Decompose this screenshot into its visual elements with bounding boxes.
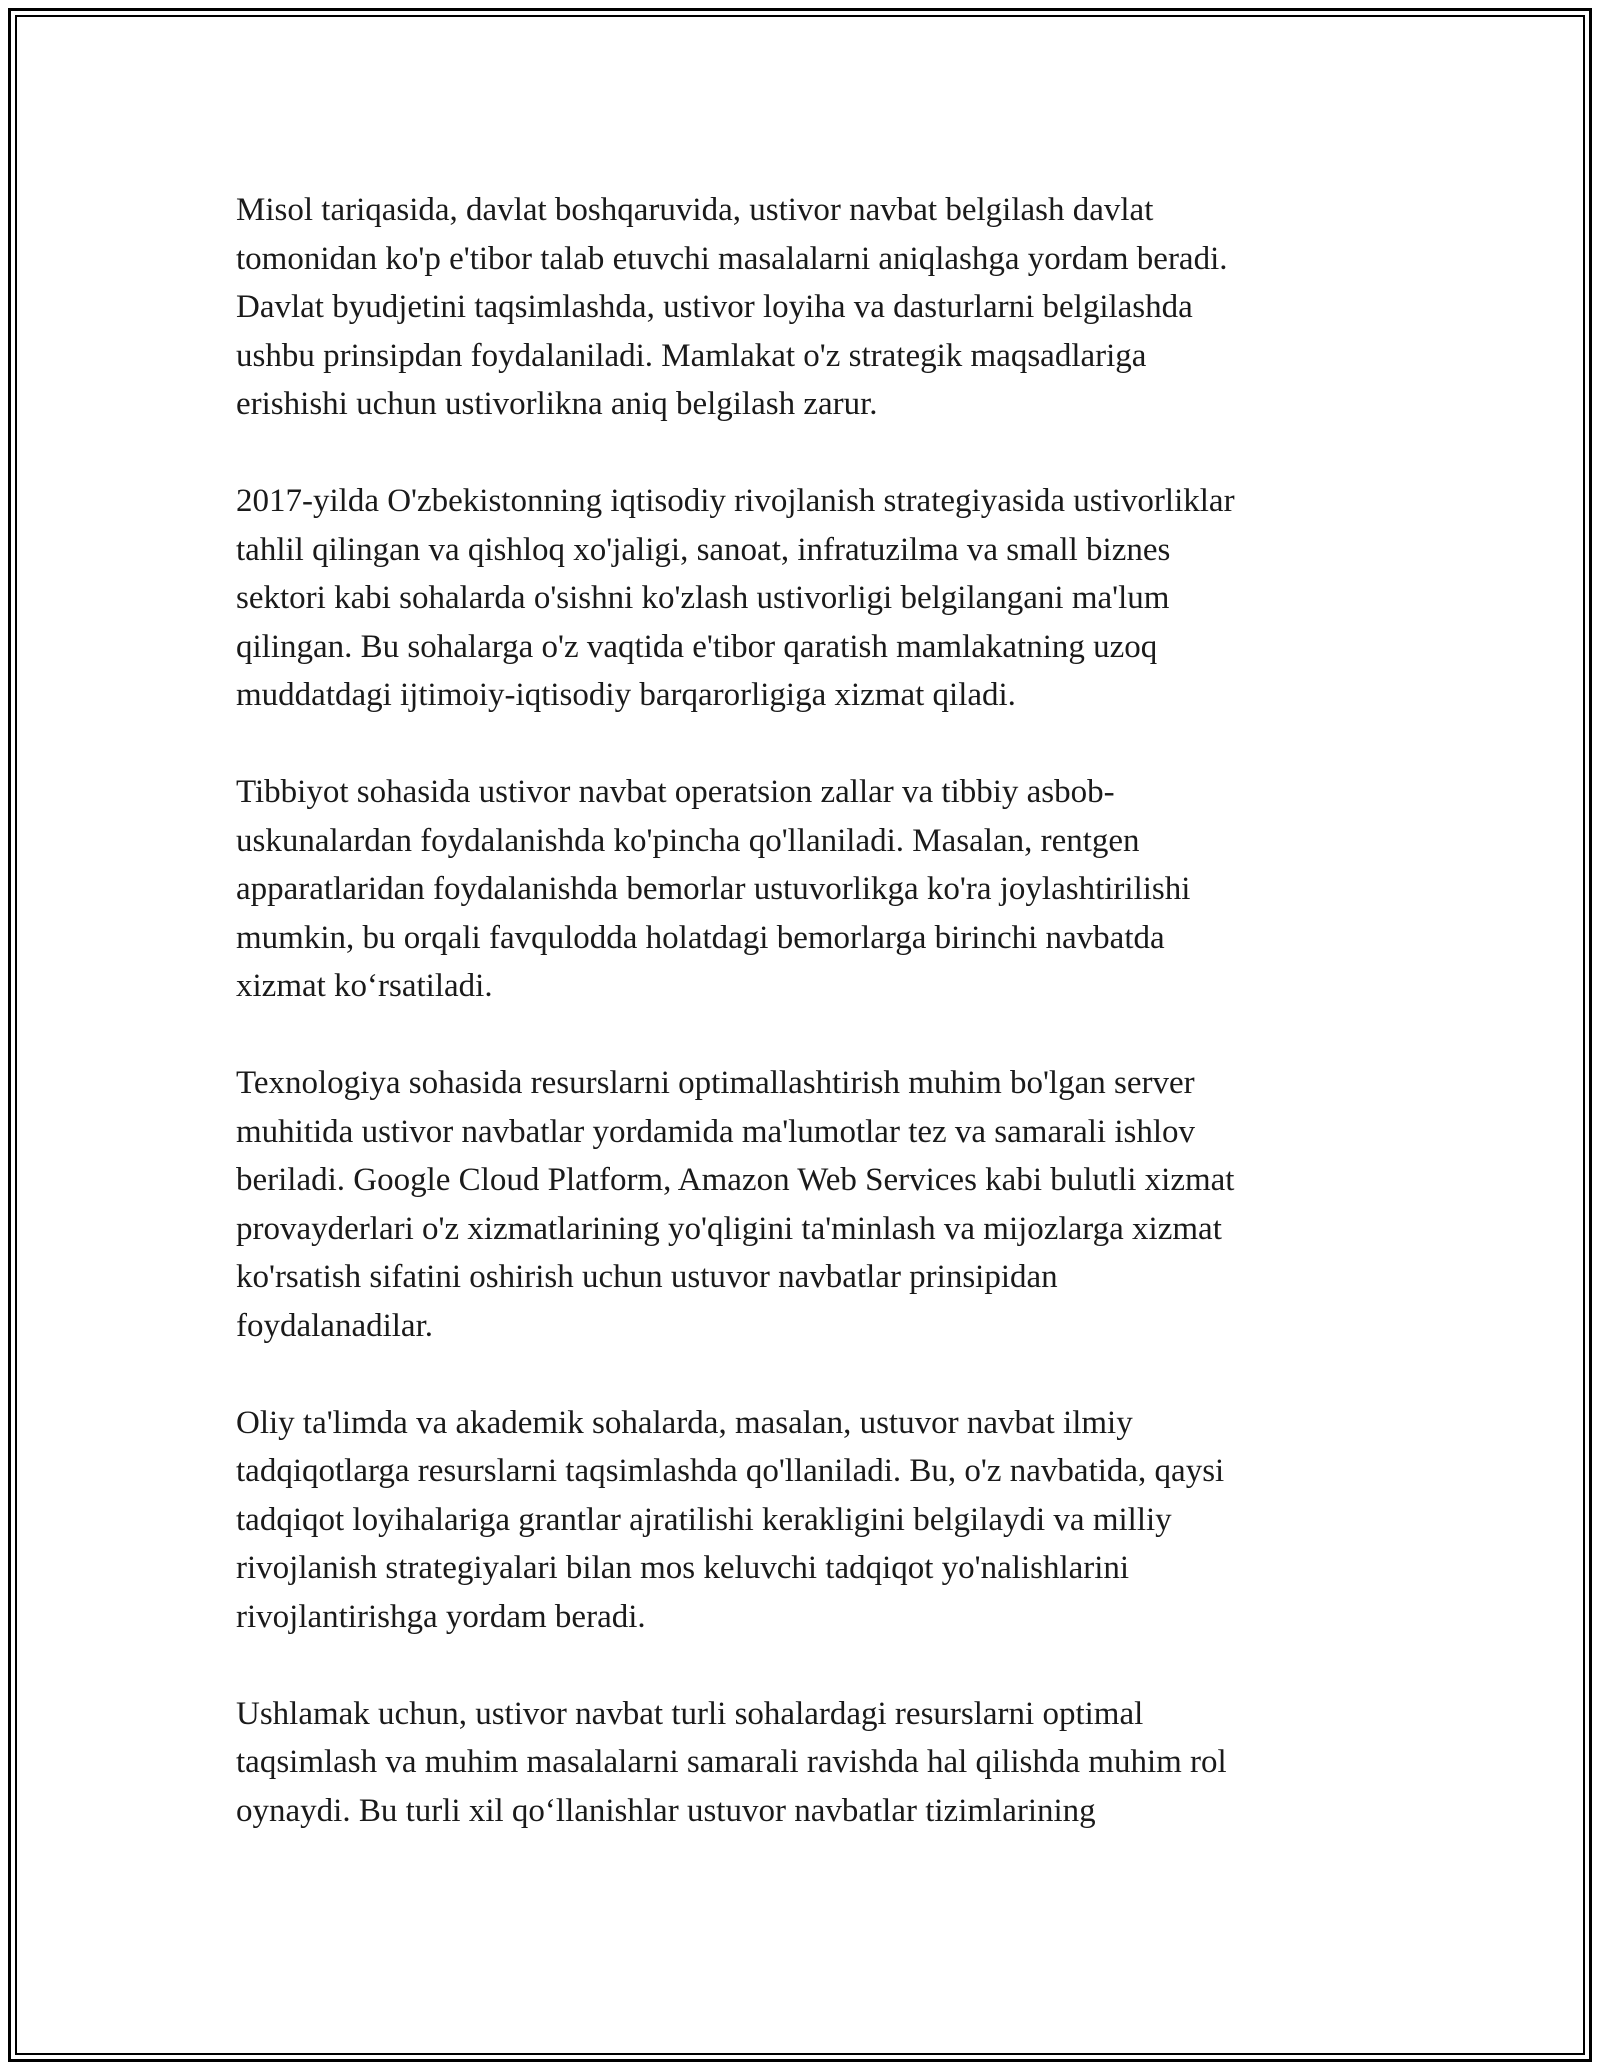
text-line: muddatdagi ijtimoiy-iqtisodiy barqarorligiga xizmat qiladi. bbox=[236, 677, 1016, 713]
document-body bbox=[236, 186, 1376, 1884]
text-line: qilingan. Bu sohalarga o'z vaqtida e'tibor qaratish mamlakatning uzoq bbox=[236, 628, 1158, 665]
text-line: tomonidan ko'p e'tibor talab etuvchi masalalarni aniqlashga yordam beradi. bbox=[236, 240, 1228, 277]
text-line: tadqiqotlarga resurslarni taqsimlashda qo'llaniladi. Bu, o'z navbatida, qaysi bbox=[236, 1453, 1225, 1489]
text-line: mumkin, bu orqali favqulodda holatdagi bemorlarga birinchi navbatda bbox=[236, 919, 1165, 956]
text-line: tahlil qilingan va qishloq xo'jaligi, sanoat, infratuzilma va small biznes bbox=[236, 531, 1171, 568]
text-line: tadqiqot loyihalariga grantlar ajratilishi kerakligini belgilaydi va milliy bbox=[236, 1501, 1172, 1538]
text-line: muhitida ustivor navbatlar yordamida ma'lumotlar tez va samarali ishlov bbox=[236, 1113, 1196, 1150]
paragraph-conclusion bbox=[236, 1690, 1376, 1836]
text-line: Texnologiya sohasida resurslarni optimallashtirish muhim bo'lgan server bbox=[236, 1065, 1195, 1101]
text-line: apparatlaridan foydalanishda bemorlar ustuvorlikga ko'ra joylashtirilishi bbox=[236, 871, 1191, 907]
text-line: Davlat byudjetini taqsimlashda, ustivor loyiha va dasturlarni belgilashda bbox=[236, 289, 1193, 325]
text-line: beriladi. Google Cloud Platform, Amazon Web Services kabi bulutli xizmat bbox=[236, 1162, 1235, 1198]
text-line: taqsimlash va muhim masalalarni samarali ravishda hal qilishda muhim rol bbox=[236, 1744, 1227, 1780]
paragraph-medicine bbox=[236, 768, 1376, 1011]
text-line: foydalanadilar. bbox=[236, 1307, 434, 1344]
text-line: Oliy ta'limda va akademik sohalarda, masalan, ustuvor navbat ilmiy bbox=[236, 1404, 1133, 1441]
text-line: ushbu prinsipdan foydalaniladi. Mamlakat o'z strategik maqsadlariga bbox=[236, 337, 1147, 374]
text-line: sektori kabi sohalarda o'sishni ko'zlash ustivorligi belgilangani ma'lum bbox=[236, 580, 1170, 616]
text-line: provayderlari o'z xizmatlarining yo'qligini ta'minlash va mijozlarga xizmat bbox=[236, 1210, 1222, 1247]
text-line: rivojlanish strategiyalari bilan mos keluvchi tadqiqot yo'nalishlarini bbox=[236, 1550, 1130, 1586]
paragraph-education bbox=[236, 1399, 1376, 1642]
paragraph-technology bbox=[236, 1059, 1376, 1350]
paragraph-government bbox=[236, 186, 1376, 429]
text-line: Ushlamak uchun, ustivor navbat turli sohalardagi resurslarni optimal bbox=[236, 1695, 1144, 1732]
text-line: oynaydi. Bu turli xil qo‘llanishlar ustuvor navbatlar tizimlarining bbox=[236, 1792, 1096, 1829]
paragraph-economy bbox=[236, 477, 1376, 720]
text-line: Tibbiyot sohasida ustivor navbat operatsion zallar va tibbiy asbob- bbox=[236, 774, 1115, 810]
text-line: erishishi uchun ustivorlikna aniq belgilash zarur. bbox=[236, 386, 878, 422]
text-line: ko'rsatish sifatini oshirish uchun ustuvor navbatlar prinsipidan bbox=[236, 1259, 1058, 1295]
text-line: uskunalardan foydalanishda ko'pincha qo'llaniladi. Masalan, rentgen bbox=[236, 822, 1140, 859]
text-line: Misol tariqasida, davlat boshqaruvida, ustivor navbat belgilash davlat bbox=[236, 192, 1154, 228]
text-line: rivojlantirishga yordam beradi. bbox=[236, 1598, 646, 1635]
text-line: 2017-yilda O'zbekistonning iqtisodiy rivojlanish strategiyasida ustivorliklar bbox=[236, 483, 1235, 519]
text-line: xizmat ko‘rsatiladi. bbox=[236, 968, 493, 1004]
